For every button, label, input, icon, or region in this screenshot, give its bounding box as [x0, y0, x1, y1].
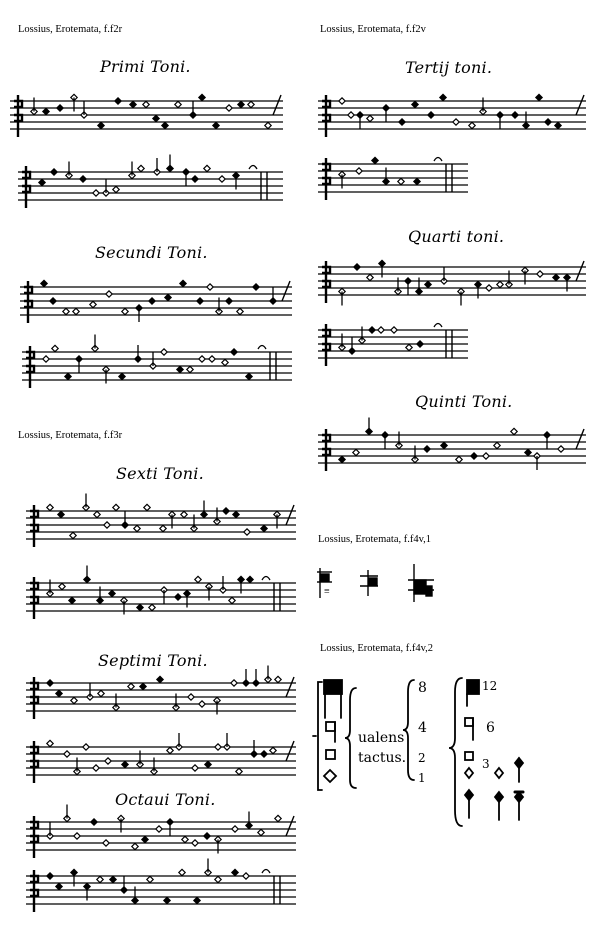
note-mark: [106, 291, 112, 297]
note-mark: [74, 833, 80, 839]
note-mark: [175, 594, 181, 600]
note-mark: [103, 840, 109, 846]
note-mark: [156, 826, 162, 832]
note-mark: [553, 274, 559, 280]
note-mark: [164, 897, 170, 903]
note-mark: [244, 529, 250, 535]
note-mark: [204, 165, 210, 171]
note-mark: [138, 165, 144, 171]
note-mark: [199, 701, 205, 707]
source-caption-f4v1: Lossius, Erotemata, f.f4v,1: [318, 534, 432, 545]
note-mark: [143, 101, 149, 107]
note-mark: [391, 327, 397, 333]
note-mark: [65, 373, 71, 379]
staff-secundi-2: [22, 338, 292, 396]
note-mark: [545, 119, 551, 125]
staff-quarti-2: [318, 316, 468, 374]
note-mark: [93, 765, 99, 771]
note-mark: [233, 511, 239, 517]
note-mark: [144, 504, 150, 510]
source-caption-f2v: Lossius, Erotemata, f.f2v: [320, 24, 426, 35]
note-mark: [428, 112, 434, 118]
note-mark: [367, 274, 373, 280]
note-mark: [52, 345, 58, 351]
note-mark: [110, 876, 116, 882]
note-mark: [128, 683, 134, 689]
note-mark: [64, 751, 70, 757]
title-sexti-toni: Sexti Toni.: [116, 464, 204, 483]
note-mark: [253, 284, 259, 290]
note-mark: [192, 840, 198, 846]
note-mark: [180, 280, 186, 286]
note-mark: [137, 604, 143, 610]
staff-quarti-1: [318, 253, 586, 311]
note-mark: [70, 532, 76, 538]
note-mark: [98, 122, 104, 128]
note-mark: [149, 604, 155, 610]
note-mark: [175, 101, 181, 107]
note-mark: [50, 298, 56, 304]
note-mark: [98, 690, 104, 696]
note-mark: [179, 869, 185, 875]
note-mark: [558, 446, 564, 452]
note-mark: [238, 101, 244, 107]
note-mark: [47, 504, 53, 510]
note-mark: [80, 176, 86, 182]
note-mark: [194, 897, 200, 903]
note-mark: [130, 101, 136, 107]
note-mark: [356, 168, 362, 174]
note-mark: [231, 680, 237, 686]
note-mark: [157, 676, 163, 682]
note-mark: [165, 294, 171, 300]
note-mark: [142, 836, 148, 842]
note-mark: [119, 373, 125, 379]
note-mark: [486, 285, 492, 291]
note-mark: [497, 281, 503, 287]
note-mark: [177, 366, 183, 372]
note-mark: [398, 178, 404, 184]
tactus-word-tactus: tactus.: [358, 750, 407, 766]
staff-tertij-1: [318, 87, 586, 145]
note-mark: [265, 122, 271, 128]
note-mark: [132, 843, 138, 849]
note-mark: [47, 740, 53, 746]
title-primi-toni: Primi Toni.: [100, 57, 191, 76]
note-mark: [369, 327, 375, 333]
source-caption-f3r: Lossius, Erotemata, f.f3r: [18, 430, 123, 441]
note-mark: [469, 122, 475, 128]
note-mark: [181, 511, 187, 517]
tactus-number: 12: [482, 679, 498, 693]
tactus-number: 1: [418, 771, 426, 785]
note-mark: [104, 522, 110, 528]
note-mark: [536, 94, 542, 100]
note-mark: [425, 281, 431, 287]
note-mark: [456, 456, 462, 462]
note-mark: [91, 819, 97, 825]
note-mark: [83, 744, 89, 750]
note-mark: [412, 101, 418, 107]
note-mark: [424, 446, 430, 452]
note-mark: [525, 449, 531, 455]
title-secundi-toni: Secundi Toni.: [95, 243, 208, 262]
tactus-number: 6: [486, 720, 495, 736]
note-mark: [258, 829, 264, 835]
title-septimi-toni: Septimi Toni.: [98, 651, 208, 670]
staff-octaui-1: [26, 808, 296, 866]
note-mark: [494, 442, 500, 448]
note-mark: [90, 301, 96, 307]
note-mark: [440, 94, 446, 100]
note-mark: [414, 178, 420, 184]
staff-tertij-2: [318, 150, 468, 208]
note-mark: [47, 873, 53, 879]
source-caption-f2r: Lossius, Erotemata, f.f2r: [18, 24, 123, 35]
note-mark: [207, 284, 213, 290]
note-mark: [367, 115, 373, 121]
note-mark: [226, 298, 232, 304]
note-mark: [59, 583, 65, 589]
note-mark: [56, 690, 62, 696]
note-mark: [51, 169, 57, 175]
title-octaui-toni: Octaui Toni.: [115, 790, 216, 809]
staff-quinti-1: [318, 421, 586, 479]
note-mark: [247, 576, 253, 582]
note-mark: [537, 271, 543, 277]
tactus-number: 8: [418, 680, 427, 696]
note-mark: [453, 119, 459, 125]
note-mark: [162, 122, 168, 128]
note-mark: [161, 349, 167, 355]
note-mark: [113, 504, 119, 510]
tactus-number: 4: [418, 720, 427, 736]
note-mark: [246, 373, 252, 379]
note-mark: [134, 525, 140, 531]
note-mark: [47, 680, 53, 686]
note-mark: [378, 327, 384, 333]
note-mark: [109, 590, 115, 596]
note-mark: [122, 308, 128, 314]
note-mark: [243, 873, 249, 879]
title-quarti-toni: Quarti toni.: [408, 227, 505, 246]
note-mark: [153, 115, 159, 121]
svg-text:≡: ≡: [324, 586, 330, 597]
note-mark: [512, 112, 518, 118]
note-mark: [57, 105, 63, 111]
note-mark: [248, 101, 254, 107]
note-mark: [73, 308, 79, 314]
note-mark: [223, 508, 229, 514]
note-mark: [56, 883, 62, 889]
note-mark: [511, 428, 517, 434]
note-mark: [182, 836, 188, 842]
note-mark: [237, 308, 243, 314]
note-mark: [69, 597, 75, 603]
note-mark: [140, 683, 146, 689]
note-mark: [188, 694, 194, 700]
note-mark: [232, 869, 238, 875]
note-mark: [261, 751, 267, 757]
note-mark: [353, 449, 359, 455]
note-mark: [483, 453, 489, 459]
tactus-number: 2: [418, 751, 426, 765]
note-mark: [41, 280, 47, 286]
note-mark: [215, 876, 221, 882]
staff-secundi-1: [20, 273, 292, 331]
staff-primi-1: [10, 87, 283, 145]
note-mark: [63, 308, 69, 314]
note-mark: [555, 122, 561, 128]
note-mark: [115, 98, 121, 104]
note-mark: [406, 344, 412, 350]
note-mark: [354, 264, 360, 270]
note-mark: [71, 697, 77, 703]
title-tertij-toni: Tertij toni.: [405, 58, 493, 77]
note-mark: [471, 453, 477, 459]
tactus-number: 3: [482, 757, 490, 771]
note-mark: [232, 826, 238, 832]
staff-sexti-2: [26, 569, 296, 627]
note-mark: [192, 765, 198, 771]
tactus-proportion-figure: [312, 670, 552, 835]
note-mark: [199, 94, 205, 100]
staff-octaui-2: [26, 862, 296, 920]
note-mark: [399, 119, 405, 125]
note-mark: [205, 761, 211, 767]
tactus-word-ualens: ualens: [358, 730, 405, 746]
note-mark: [441, 442, 447, 448]
note-mark: [204, 833, 210, 839]
note-mark: [39, 179, 45, 185]
note-mark: [197, 298, 203, 304]
note-mark: [97, 876, 103, 882]
note-mark: [192, 176, 198, 182]
note-mark: [43, 356, 49, 362]
note-mark: [275, 676, 281, 682]
note-mark: [236, 768, 242, 774]
note-mark: [160, 525, 166, 531]
staff-sexti-1: [26, 497, 296, 555]
note-mark: [275, 815, 281, 821]
note-mark: [94, 511, 100, 517]
note-mark: [231, 349, 237, 355]
note-mark: [105, 758, 111, 764]
note-mark: [417, 341, 423, 347]
note-mark: [372, 157, 378, 163]
note-mark: [167, 747, 173, 753]
source-caption-f4v2: Lossius, Erotemata, f.f4v,2: [320, 643, 434, 654]
note-mark: [209, 356, 215, 362]
note-mark: [261, 525, 267, 531]
note-mark: [339, 98, 345, 104]
note-mark: [229, 597, 235, 603]
note-mark: [195, 576, 201, 582]
note-mark: [270, 747, 276, 753]
note-mark: [187, 366, 193, 372]
note-mark: [213, 122, 219, 128]
note-mark: [219, 176, 225, 182]
note-mark: [147, 876, 153, 882]
note-mark: [339, 456, 345, 462]
note-mark: [199, 356, 205, 362]
title-quinti-toni: Quinti Toni.: [415, 392, 513, 411]
note-mark: [215, 744, 221, 750]
note-value-examples: [314, 560, 444, 608]
note-mark: [226, 105, 232, 111]
note-mark: [58, 511, 64, 517]
staff-septimi-2: [26, 733, 296, 791]
staff-primi-2: [18, 158, 283, 216]
note-mark: [43, 108, 49, 114]
note-mark: [149, 298, 155, 304]
staff-septimi-1: [26, 669, 296, 727]
note-mark: [113, 186, 119, 192]
note-mark: [93, 190, 99, 196]
note-mark: [348, 112, 354, 118]
note-mark: [122, 761, 128, 767]
note-mark: [222, 359, 228, 365]
